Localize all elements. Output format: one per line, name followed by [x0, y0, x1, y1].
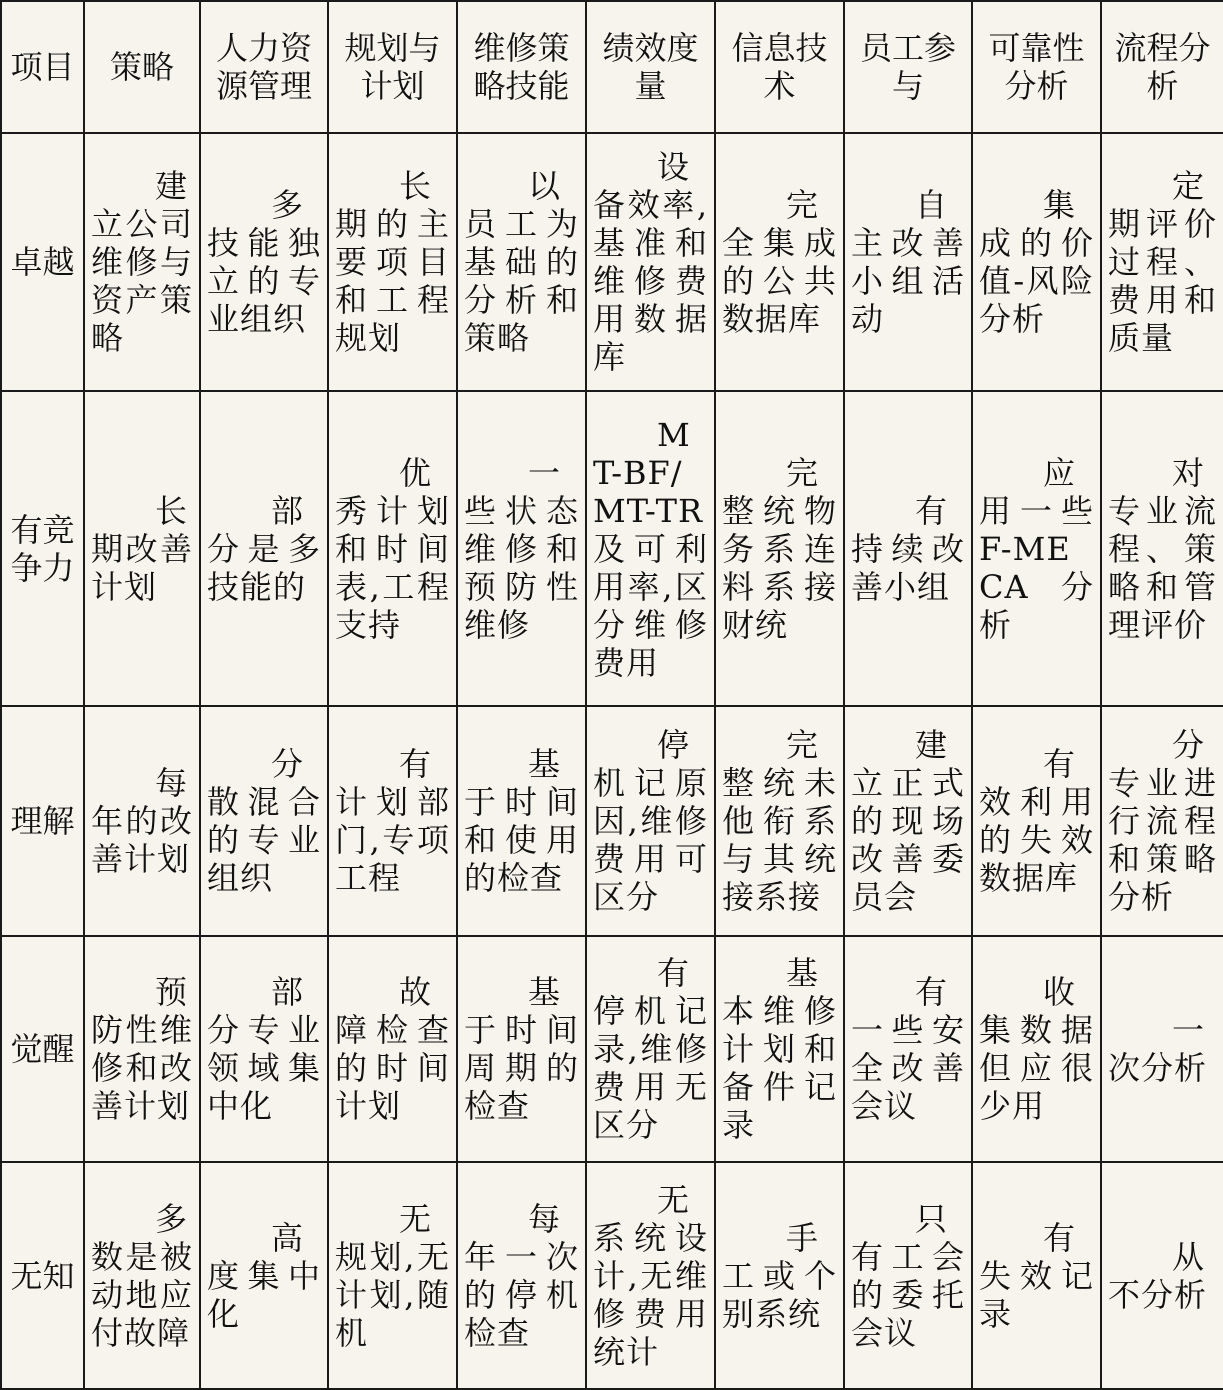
table-cell: 建立正式的现场改善委员会: [844, 706, 972, 936]
table-row: [1, 391, 1223, 706]
row-label: 觉醒: [1, 936, 84, 1162]
table-cell: 多数是被动地应付故障: [84, 1162, 200, 1389]
table-cell: 有失效记录: [972, 1162, 1101, 1389]
table-cell: 建立公司维修与资产策略: [84, 133, 200, 391]
table-cell: 停机记原因,维修费用可区分: [586, 706, 715, 936]
table-cell: 自主改善小组活动: [844, 133, 972, 391]
table-cell: 设备效率,基准和维修费用数据库: [586, 133, 715, 391]
table-cell: 分散混合的专业组织: [200, 706, 328, 936]
row-label: 卓越: [1, 133, 84, 391]
table-cell: 应用一些F-MECA分析: [972, 391, 1101, 706]
table-cell: 定期评价过程、费用和质量: [1101, 133, 1223, 391]
table-cell: 每年一次的停机检查: [457, 1162, 586, 1389]
row-label: 有竞争力: [1, 391, 84, 706]
header-process: 流程分析: [1101, 1, 1223, 133]
table-cell: 故障检查的时间计划: [328, 936, 457, 1162]
table-cell: 有效利用的失效数据库: [972, 706, 1101, 936]
table-row: [1, 706, 1223, 936]
header-planning: 规划与计划: [328, 1, 457, 133]
table-cell: 分专业进行流程和策略分析: [1101, 706, 1223, 936]
table-cell: 优秀计划和时间表,工程支持: [328, 391, 457, 706]
table-cell: 预防性维修和改善计划: [84, 936, 200, 1162]
table-cell: 长期的主要项目和工程规划: [328, 133, 457, 391]
table-cell: MT-BF/MT-TR及可利用率,区分维修费用: [586, 391, 715, 706]
header-reliability: 可靠性分析: [972, 1, 1101, 133]
table-cell: 有计划部门,专项工程: [328, 706, 457, 936]
table-cell: 从不分析: [1101, 1162, 1223, 1389]
table-row: [1, 1162, 1223, 1389]
header-item: 项目: [1, 1, 84, 133]
table-cell: 基于时间周期的检查: [457, 936, 586, 1162]
table-cell: 只有工会的委托会议: [844, 1162, 972, 1389]
table-cell: 高度集中化: [200, 1162, 328, 1389]
table-cell: 集成的价值-风险分析: [972, 133, 1101, 391]
header-maintenance-skills: 维修策略技能: [457, 1, 586, 133]
table-cell: 手工或个别系统: [715, 1162, 844, 1389]
table-cell: 基本维修计划和备件记录: [715, 936, 844, 1162]
table-row: [1, 936, 1223, 1162]
header-employee: 员工参与: [844, 1, 972, 133]
table-cell: 长期改善计划: [84, 391, 200, 706]
table-cell: 有持续改善小组: [844, 391, 972, 706]
header-it: 信息技术: [715, 1, 844, 133]
table-cell: 无规划,无计划,随机: [328, 1162, 457, 1389]
table-cell: 基于时间和使用的检查: [457, 706, 586, 936]
row-label: 理解: [1, 706, 84, 936]
table-cell: 每年的改善计划: [84, 706, 200, 936]
table-cell: 部分专业领域集中化: [200, 936, 328, 1162]
table-cell: 以员工为基础的分析和策略: [457, 133, 586, 391]
table-cell: 有一些安全改善会议: [844, 936, 972, 1162]
table-cell: 无系统设计,无维修费用统计: [586, 1162, 715, 1389]
table-cell: 完整统物务系连料系接财统: [715, 391, 844, 706]
table-cell: 收集数据但应很少用: [972, 936, 1101, 1162]
table-cell: 有停机记录,维修费用无区分: [586, 936, 715, 1162]
table-cell: 一次分析: [1101, 936, 1223, 1162]
table-cell: 部分是多技能的: [200, 391, 328, 706]
row-label: 无知: [1, 1162, 84, 1389]
table-cell: 多技能独立的专业组织: [200, 133, 328, 391]
table-cell: 对专业流程、策略和管理评价: [1101, 391, 1223, 706]
header-row: [1, 1, 1223, 133]
header-hr-management: 人力资源管理: [200, 1, 328, 133]
header-performance: 绩效度量: [586, 1, 715, 133]
table-cell: 一些状态维修和预防性维修: [457, 391, 586, 706]
table-cell: 完全集成的公共数据库: [715, 133, 844, 391]
table-cell: 完整统未他衔系与其统接系接: [715, 706, 844, 936]
table-row: [1, 133, 1223, 391]
header-strategy: 策略: [84, 1, 200, 133]
